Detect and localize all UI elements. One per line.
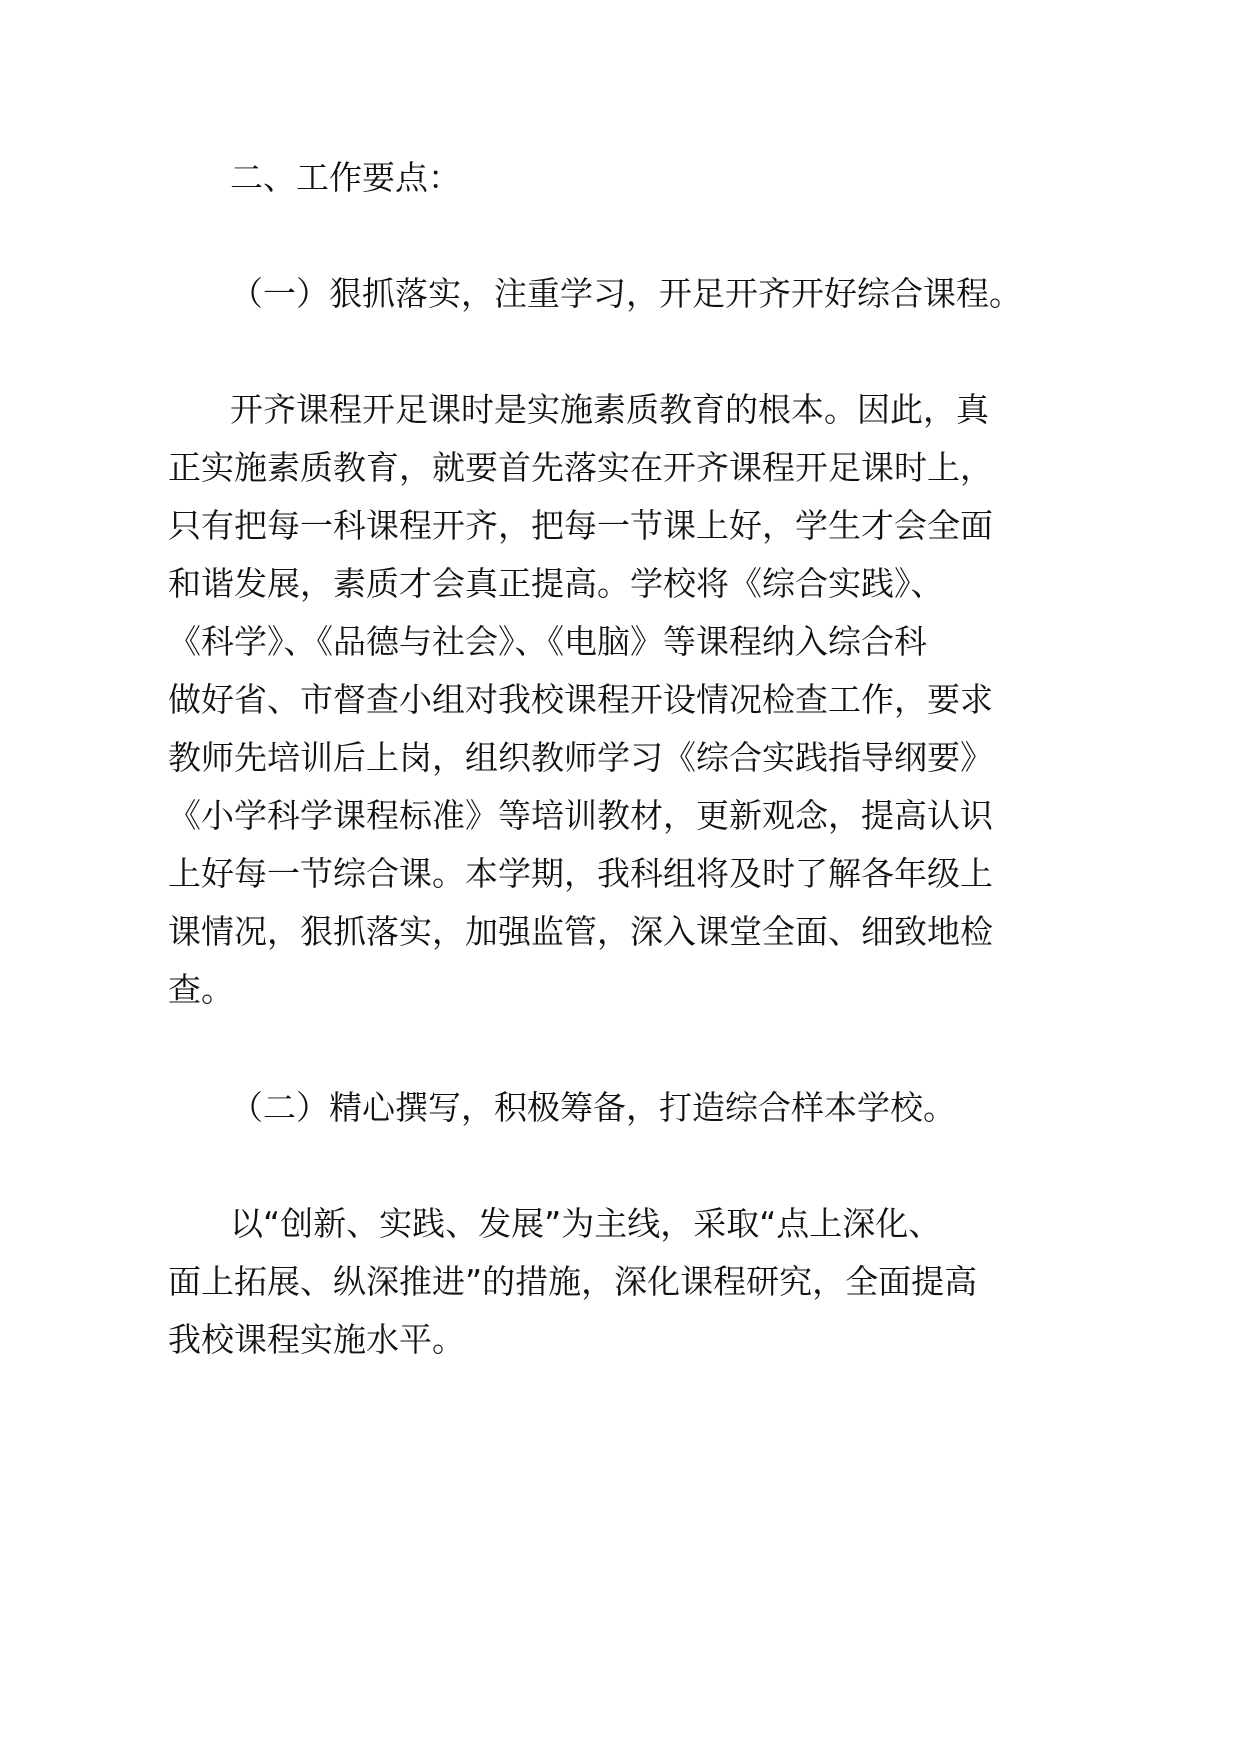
paragraph-line: 正实施素质教育，就要首先落实在开齐课程开足课时上， <box>168 448 993 487</box>
paragraph-line: 课情况，狠抓落实，加强监管，深入课堂全面、细致地检 <box>168 912 993 951</box>
paragraph-line: 开齐课程开足课时是实施素质教育的根本。因此，真 <box>230 390 989 429</box>
subsection-heading: （一）狠抓落实，注重学习，开足开齐开好综合课程。 <box>230 274 1022 313</box>
paragraph-line: 做好省、市督查小组对我校课程开设情况检查工作，要求 <box>168 680 993 719</box>
subsection-heading: （二）精心撰写，积极筹备，打造综合样本学校。 <box>230 1088 956 1127</box>
section-heading: 二、工作要点： <box>230 158 461 197</box>
paragraph-line: 教师先培训后上岗，组织教师学习《综合实践指导纲要》 <box>168 738 993 777</box>
paragraph-line: 《小学科学课程标准》等培训教材，更新观念，提高认识 <box>168 796 993 835</box>
paragraph-line: 只有把每一科课程开齐，把每一节课上好，学生才会全面 <box>168 506 993 545</box>
paragraph-line: 面上拓展、纵深推进”的措施，深化课程研究，全面提高 <box>168 1262 978 1301</box>
paragraph-line: 我校课程实施水平。 <box>168 1320 465 1359</box>
paragraph-line: 《科学》、《品德与社会》、《电脑》等课程纳入综合科 <box>168 622 927 661</box>
paragraph-line: 上好每一节综合课。本学期，我科组将及时了解各年级上 <box>168 854 993 893</box>
paragraph-line: 和谐发展，素质才会真正提高。学校将《综合实践》、 <box>168 564 944 603</box>
paragraph-line: 以“创新、实践、发展”为主线，采取“点上深化、 <box>230 1204 942 1243</box>
paragraph-line: 查。 <box>168 970 234 1009</box>
